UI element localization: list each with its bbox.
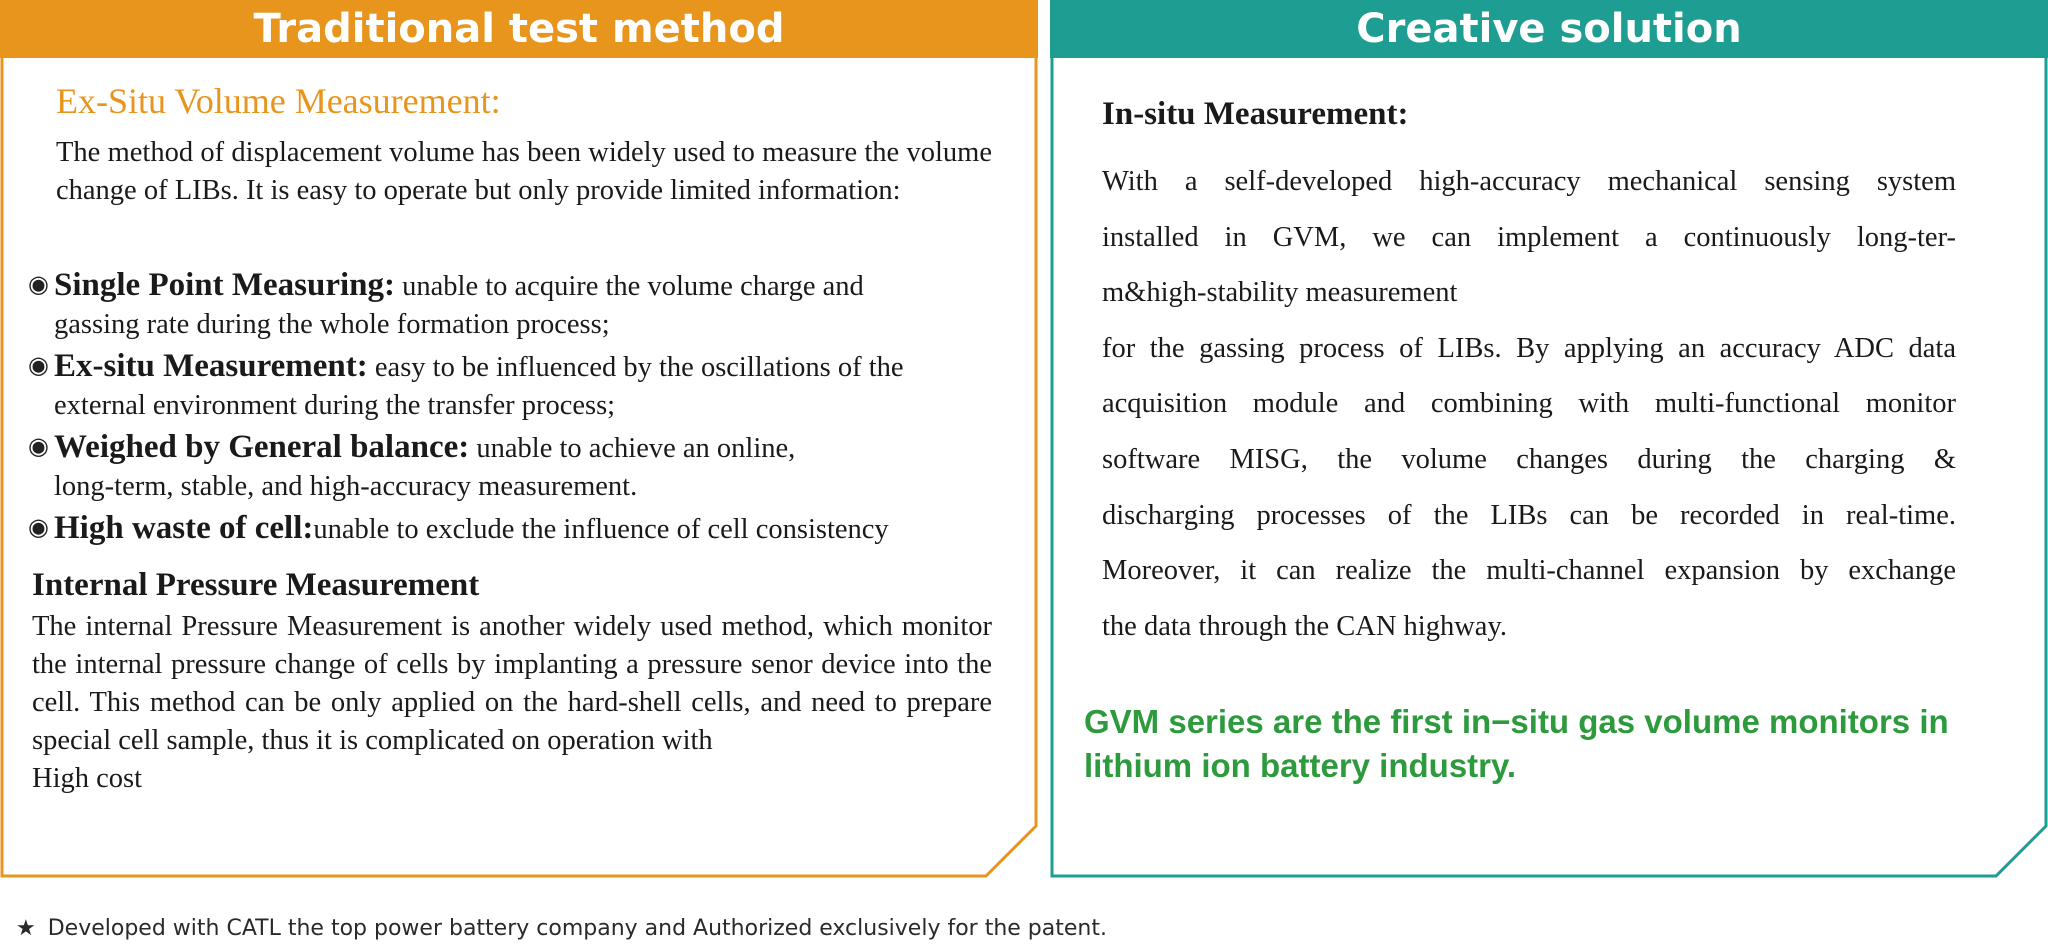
in-situ-line: With a self-developed high-accuracy mechanical sensing system xyxy=(1102,166,1956,197)
footnote xyxy=(16,916,1107,941)
bullet-item xyxy=(28,347,992,425)
star-icon: ★ xyxy=(16,916,36,941)
in-situ-body xyxy=(1102,154,1956,654)
in-situ-line: Moreover, it can realize the multi-channel expansion by exchange xyxy=(1102,555,1956,587)
bullet-head: Single Point Measuring: xyxy=(54,267,396,303)
internal-pressure-last-line: High cost xyxy=(32,763,143,794)
radio-bullet-icon: ◉ xyxy=(28,272,49,298)
bullet-text-continued: long-term, stable, and high-accuracy measurement. xyxy=(54,471,638,502)
bullet-text: unable to achieve an online, xyxy=(469,433,796,464)
internal-pressure-text xyxy=(32,608,992,798)
in-situ-line: installed in GVM, we can implement a continuously long-ter- xyxy=(1102,221,1956,253)
in-situ-line: software MISG, the volume changes during the charging & xyxy=(1102,443,1956,475)
radio-bullet-icon: ◉ xyxy=(28,353,49,379)
in-situ-line: acquisition module and combining with multi-functional monitor xyxy=(1102,388,1956,420)
radio-bullet-icon: ◉ xyxy=(28,515,49,541)
bullet-head: Ex-situ Measurement: xyxy=(54,348,368,384)
in-situ-line: m&high-stability measurement xyxy=(1102,277,1458,309)
radio-bullet-icon: ◉ xyxy=(28,434,49,460)
bullet-head: Weighed by General balance: xyxy=(54,429,470,465)
ex-situ-intro: The method of displacement volume has been widely used to measure the volume change of LIBs. It is easy to operate but only provide limited information: xyxy=(56,137,992,206)
right-panel-header: Creative solution xyxy=(1050,0,2048,58)
bullet-item xyxy=(28,266,992,344)
in-situ-title: In-situ Measurement: xyxy=(1102,96,1409,132)
in-situ-line: for the gassing process of LIBs. By applying an accuracy ADC data xyxy=(1102,332,1956,364)
bullet-text: easy to be influenced by the oscillations of the xyxy=(367,352,904,383)
bullet-text: unable to exclude the influence of cell consistency xyxy=(313,514,889,545)
bullet-text-continued: external environment during the transfer process; xyxy=(54,390,616,421)
bullet-head: High waste of cell: xyxy=(54,510,314,546)
left-panel-header: Traditional test method xyxy=(0,0,1038,58)
bullet-text: unable to acquire the volume charge and xyxy=(395,271,864,302)
gvm-highlight: GVM series are the first in−situ gas volume monitors in lithium ion battery industry. xyxy=(1084,703,1949,784)
bullet-item xyxy=(28,428,992,506)
in-situ-line: the data through the CAN highway. xyxy=(1102,610,1507,642)
bullet-item xyxy=(28,509,992,549)
internal-pressure-title: Internal Pressure Measurement xyxy=(32,567,480,603)
in-situ-line: discharging processes of the LIBs can be recorded in real-time. xyxy=(1102,499,1956,531)
internal-pressure-paragraph: The internal Pressure Measurement is another widely used method, which monitor the internal pressure change of cells by implanting a pressure senor device into the cell. This method can be only applied on the hard-shell cells, and need to prepare special cell sample, thus it is complicated on operation with xyxy=(32,611,992,756)
bullet-text-continued: gassing rate during the whole formation process; xyxy=(54,309,610,340)
footnote-text: Developed with CATL the top power battery company and Authorized exclusively for the patent. xyxy=(47,916,1107,941)
ex-situ-title: Ex-Situ Volume Measurement: xyxy=(56,81,501,121)
